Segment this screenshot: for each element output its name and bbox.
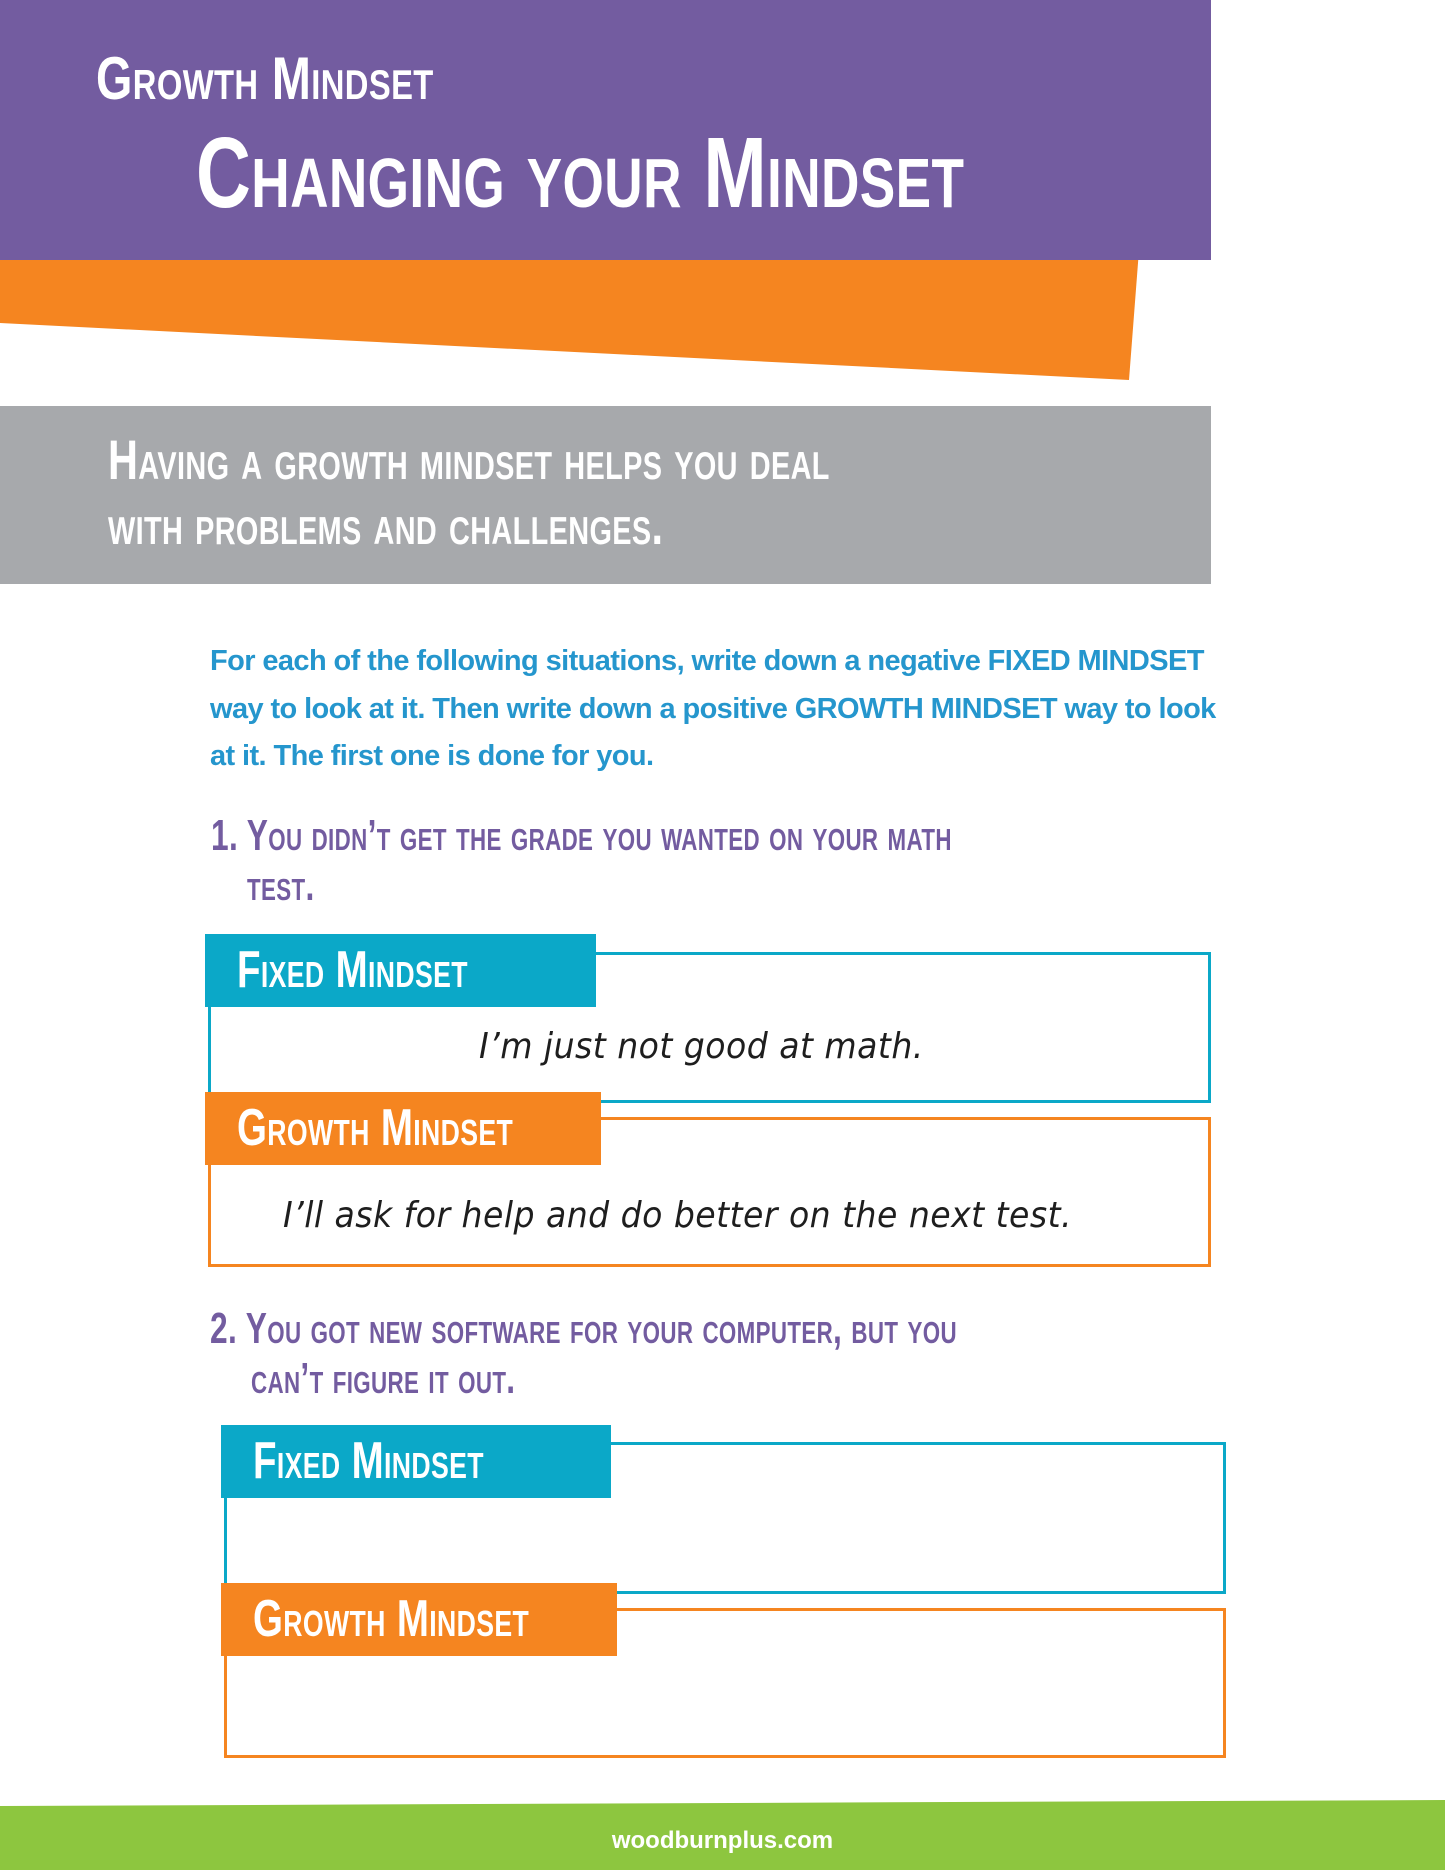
question-2-line-2: can’t figure it out. <box>251 1354 516 1403</box>
q1-growth-answer-text: I’ll ask for help and do better on the next test. <box>283 1195 1073 1236</box>
subtitle-band <box>0 406 1211 584</box>
q1-growth-label-text: Growth Mindset <box>237 1099 514 1157</box>
subtitle-line-1: Having a growth mindset helps you deal <box>108 428 830 491</box>
q2-fixed-label-text: Fixed Mindset <box>253 1432 484 1490</box>
q2-growth-label-text: Growth Mindset <box>253 1590 530 1648</box>
question-1-line-1: 1. You didn’t get the grade you wanted on your math <box>211 811 952 860</box>
q1-fixed-answer-text: I’m just not good at math. <box>479 1026 924 1067</box>
q1-fixed-label-text: Fixed Mindset <box>237 941 468 999</box>
question-1-line-2: test. <box>247 861 315 910</box>
title-banner <box>0 0 1211 260</box>
q1-fixed-label <box>205 934 596 1007</box>
q2-fixed-label <box>221 1425 611 1498</box>
subtitle-line-2: with problems and challenges. <box>108 493 664 556</box>
question-2-line-1: 2. You got new software for your computer, but you <box>210 1304 957 1353</box>
q2-growth-label <box>221 1583 617 1656</box>
page-title: Changing your Mindset <box>196 117 965 229</box>
instructions-text: For each of the following situations, write down a negative FIXED MINDSET way to look at it. Then write down a positive GROWTH MINDSET way to look at it. The first one is done for you. <box>210 645 1216 772</box>
banner-kicker: Growth Mindset <box>96 45 434 112</box>
footer-site-link[interactable]: woodburnplus.com <box>611 1827 834 1854</box>
q1-growth-label <box>205 1092 601 1165</box>
